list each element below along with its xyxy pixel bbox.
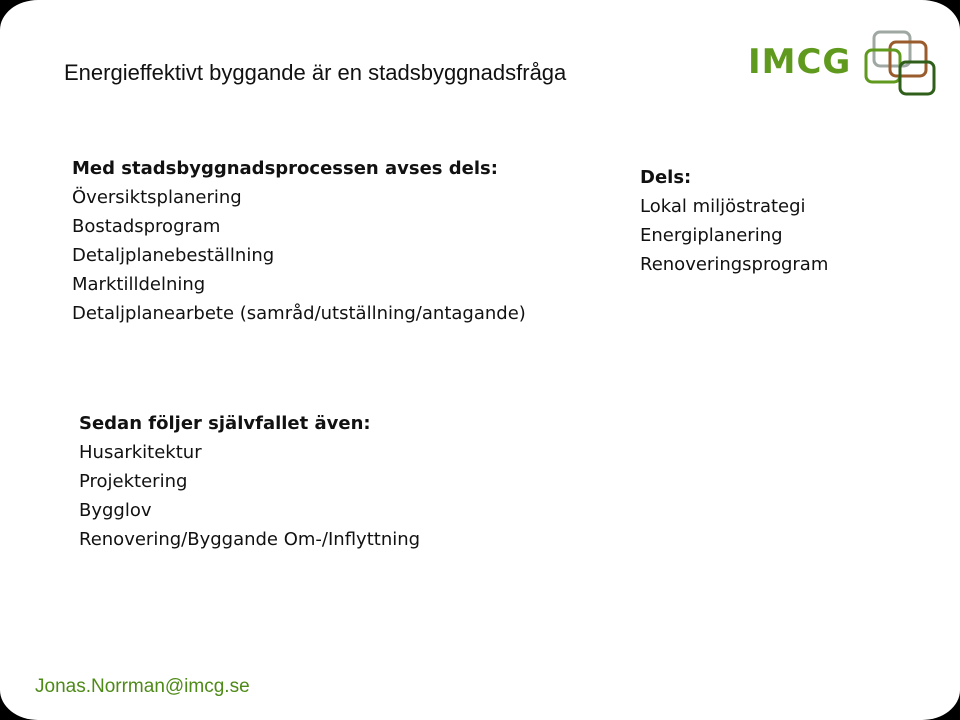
process-heading: Med stadsbyggnadsprocessen avses dels: — [72, 158, 498, 179]
list-item: Renoveringsprogram — [640, 254, 829, 275]
imcg-logo — [748, 28, 944, 102]
footer-email: Jonas.Norrman@imcg.se — [35, 676, 250, 697]
list-item: Husarkitektur — [79, 442, 202, 463]
dels-section — [640, 163, 828, 279]
dels-heading: Dels: — [640, 167, 692, 188]
list-item: Översiktsplanering — [72, 187, 242, 208]
list-item: Marktilldelning — [72, 274, 206, 295]
followup-heading: Sedan följer självfallet även: — [79, 413, 371, 434]
list-item: Lokal miljöstrategi — [640, 196, 806, 217]
list-item: Bygglov — [79, 500, 152, 521]
list-item: Detaljplanebeställning — [72, 245, 275, 266]
list-item: Detaljplanearbete (samråd/utställning/antagande) — [72, 303, 526, 324]
list-item: Energiplanering — [640, 225, 783, 246]
list-item: Bostadsprogram — [72, 216, 221, 237]
logo-text: IMCG — [748, 42, 852, 82]
process-section — [72, 154, 526, 328]
list-item: Projektering — [79, 471, 188, 492]
logo-squares-icon — [864, 28, 944, 102]
list-item: Renovering/Byggande Om-/Inflyttning — [79, 529, 421, 550]
slide-title: Energieffektivt byggande är en stadsbyggnadsfråga — [64, 60, 567, 85]
followup-section — [79, 409, 420, 554]
